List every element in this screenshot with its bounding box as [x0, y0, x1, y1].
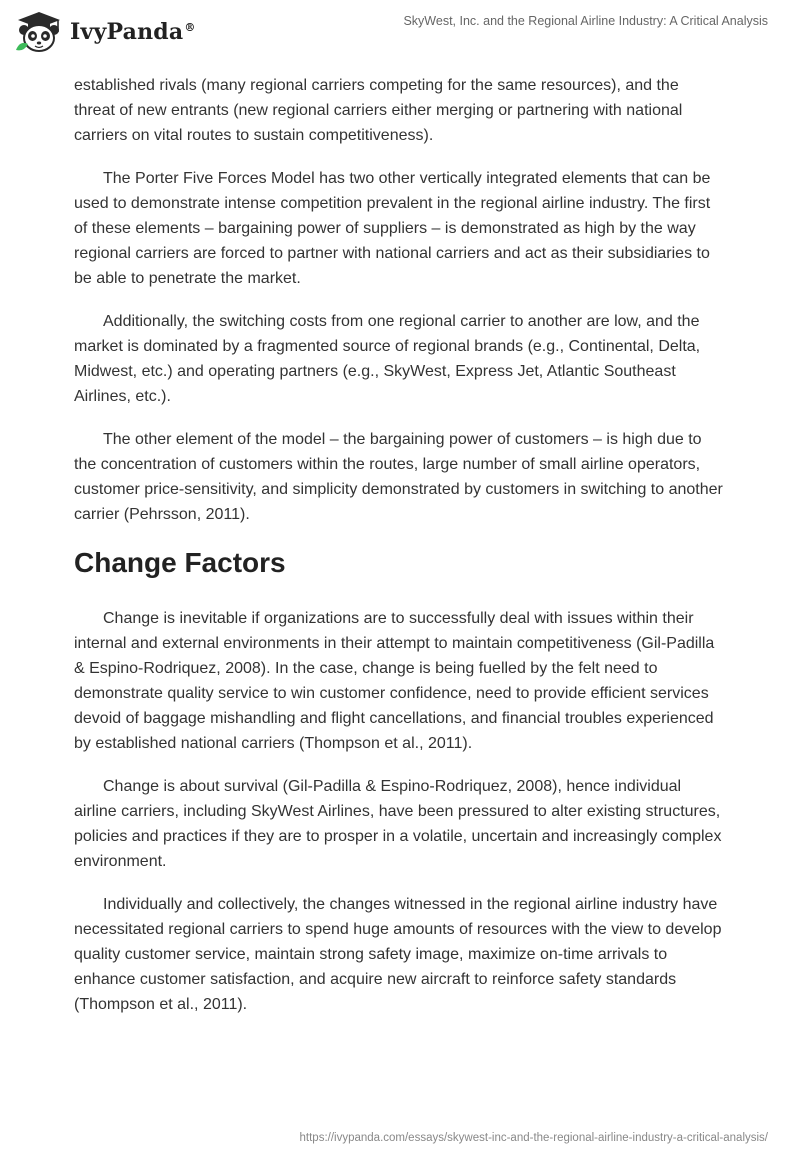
essay-body: [74, 73, 724, 1035]
ivypanda-logo[interactable]: [14, 8, 196, 56]
brand-name: IvyPanda®: [70, 19, 196, 45]
registered-mark: ®: [184, 20, 196, 34]
document-title: SkyWest, Inc. and the Regional Airline Industry: A Critical Analysis: [403, 14, 768, 28]
paragraph-change-resources: Individually and collectively, the changes witnessed in the regional airline industry have necessitated regional carriers to spend huge amounts of resources with the view to develop quality customer service, maintain strong safety image, maximize on-time arrivals to enhance customer satisfaction, and acquire new aircraft to reinforce safety standards (Thompson et al., 2011).: [74, 896, 722, 1013]
paragraph-change-inevitable: Change is inevitable if organizations are to successfully deal with issues within their internal and external environments in their attempt to maintain competitiveness (Gil-Padilla & Espino-Rodriquez, 2008). In the case, change is being fuelled by the felt need to demonstrate quality service to win customer confidence, need to provide efficient services devoid of baggage mishandling and flight cancellations, and financial troubles experienced by established national carriers (Thompson et al., 2011).: [74, 610, 715, 752]
paragraph-switching-costs: Additionally, the switching costs from one regional carrier to another are low, and the market is dominated by a fragmented source of regional brands (e.g., Continental, Delta, Midwest, etc.) and operating partners (e.g., SkyWest, Express Jet, Atlantic Southeast Airlines, etc.).: [74, 313, 701, 405]
page-header: [0, 0, 800, 70]
section-heading-change-factors: Change Factors: [74, 547, 286, 578]
paragraph-porter-elements: The Porter Five Forces Model has two other vertically integrated elements that can be used to demonstrate intense competition prevalent in the regional airline industry. The first of these elements – bargaining power of suppliers – is demonstrated as high by the way regional carriers are forced to partner with national carriers and act as their subsidiaries to be able to penetrate the market.: [74, 170, 711, 287]
source-url-link[interactable]: https://ivypanda.com/essays/skywest-inc-and-the-regional-airline-industry-a-critical-analysis/: [299, 1132, 768, 1144]
paragraph-continuation: established rivals (many regional carriers competing for the same resources), and the threat of new entrants (new regional carriers either merging or partnering with national carriers on vital routes to sustain competitiveness).: [74, 77, 683, 144]
paragraph-change-survival: Change is about survival (Gil-Padilla & Espino-Rodriquez, 2008), hence individual airline carriers, including SkyWest Airlines, have been pressured to alter existing structures, policies and practices if they are to prosper in a volatile, uncertain and increasingly complex environment.: [74, 778, 722, 870]
panda-mascot-icon: [14, 10, 64, 54]
paragraph-customer-power: The other element of the model – the bargaining power of customers – is high due to the concentration of customers within the routes, large number of small airline operators, customer price-sensitivity, and simplicity demonstrated by customers in switching to another carrier (Pehrsson, 2011).: [74, 431, 723, 523]
